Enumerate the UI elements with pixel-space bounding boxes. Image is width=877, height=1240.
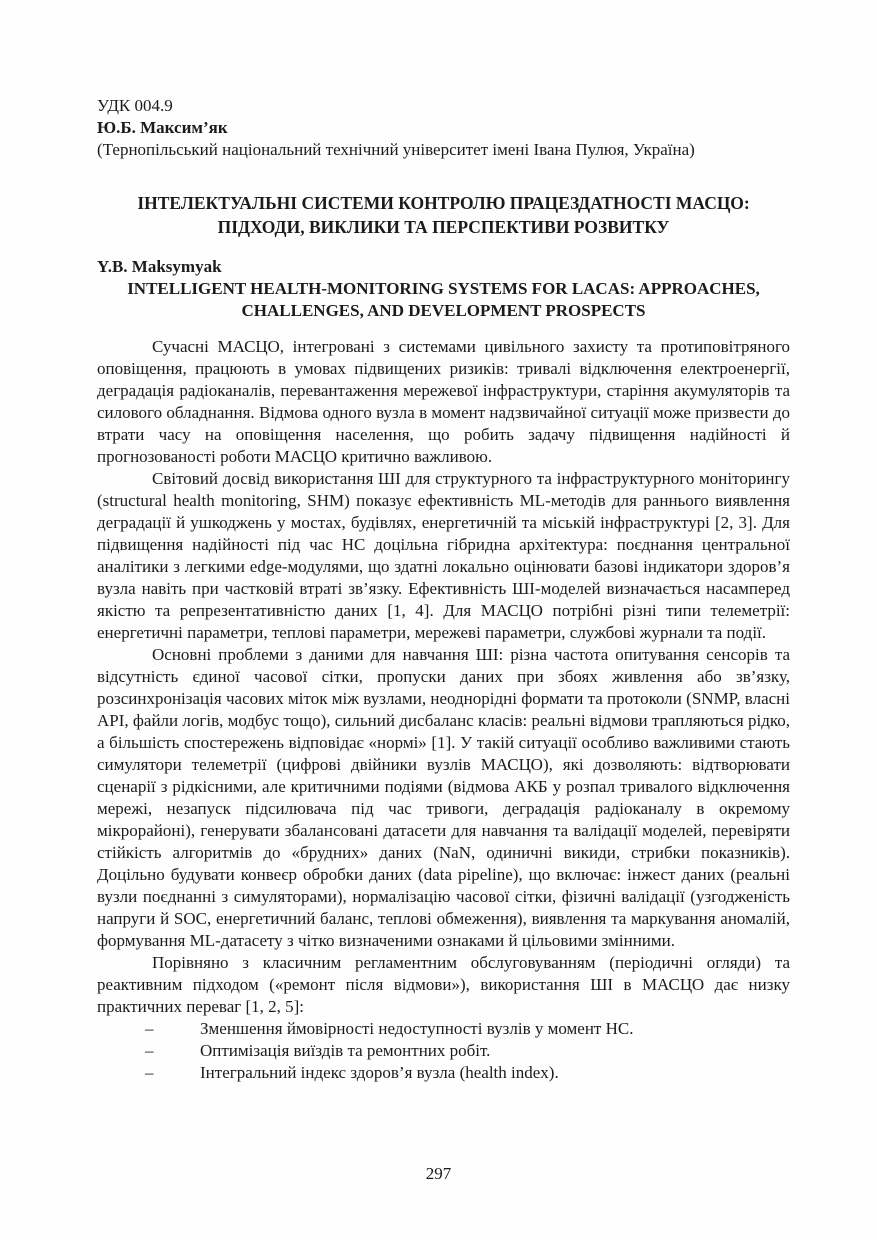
list-item-text: Зменшення ймовірності недоступності вузлів у момент НС.	[200, 1019, 634, 1038]
list-dash: –	[145, 1041, 154, 1060]
body-paragraph-4: Порівняно з класичним регламентним обслуговуванням (періодичні огляди) та реактивним підходом («ремонт після відмови»), використання ШІ в МАСЦО дає низку практичних переваг [1, 2, 5]:	[97, 953, 790, 1016]
paper-title-en: INTELLIGENT HEALTH-MONITORING SYSTEMS FOR LACAS: APPROACHES, CHALLENGES, AND DEVELOPMENT PROSPECTS	[127, 279, 760, 320]
body-paragraph-3: Основні проблеми з даними для навчання ШІ: різна частота опитування сенсорів та відсутність єдиної часової сітки, пропуски даних при збоях живлення або зв’язку, розсинхронізація часових міток між вузлами, неоднорідні формати та протоколи (SNMP, власні API, файли логів, модбус тощо), сильний дисбаланс класів: реальні відмови трапляються рідко, а більшість спостережень відповідає «нормі» [1]. У такій ситуації особливо важливими стають симулятори телеметрії (цифрові двійники вузлів МАСЦО), які дозволяють: відтворювати сценарії з рідкісними, але критичними подіями (відмова АКБ у розпал тривалого відключення мережі, незапуск підсилювача під час тривоги, деградація радіоканалу в окремому мікрорайоні), генерувати збалансовані датасети для навчання та валідації моделей, перевіряти стійкість алгоритмів до «брудних» даних (NaN, одиничні викиди, стрибки показників). Доцільно будувати конвеєр обробки даних (data pipeline), що включає: інжест даних (реальні вузли поєднанні з симуляторами), нормалізацію часової сітки, фізичні валідації (узгодженість напруги й SOC, енергетичний баланс, теплові обмеження), виявлення та маркування аномалій, формування ML-датасету з чітко визначеними ознаками й цільовими змінними.	[97, 645, 790, 950]
list-item-text: Інтегральний індекс здоров’я вузла (health index).	[200, 1063, 559, 1082]
page-number: 297	[425, 1164, 452, 1183]
list-dash: –	[145, 1063, 154, 1082]
body-paragraph-1: Сучасні МАСЦО, інтегровані з системами цивільного захисту та протиповітряного оповіщення, працюють в умовах підвищених ризиків: тривалі відключення електроенергії, деградація радіоканалів, перевантаження мережевої інфраструктури, старіння акумуляторів та силового обладнання. Відмова одного вузла в момент надзвичайної ситуації може призвести до втрати часу на оповіщення населення, що робить задачу підвищення надійності й прогнозованості роботи МАСЦО критично важливою.	[97, 337, 790, 466]
udc-number: УДК 004.9	[97, 96, 173, 115]
list-item-text: Оптимізація виїздів та ремонтних робіт.	[200, 1041, 491, 1060]
list-item	[97, 1018, 790, 1040]
list-item	[97, 1062, 790, 1084]
list-item	[97, 1040, 790, 1062]
body-paragraph-2: Світовий досвід використання ШІ для структурного та інфраструктурного моніторингу (structural health monitoring, SHM) показує ефективність ML-методів для раннього виявлення деградації й ушкоджень у мостах, будівлях, енергетичній та міській інфраструктурі [2, 3]. Для підвищення надійності під час НС доцільна гібридна архітектура: поєднання центральної аналітики з легкими edge-модулями, що здатні локально оцінювати базові індикатори здоров’я вузла навіть при частковій втраті зв’язку. Ефективність ШІ-моделей визначається насамперед якістю та репрезентативністю даних [1, 4]. Для МАСЦО потрібні різні типи телеметрії: енергетичні параметри, теплові параметри, мережеві параметри, службові журнали та події.	[97, 469, 790, 642]
author-name-uk: Ю.Б. Максим’як	[97, 118, 228, 137]
paper-title-uk: ІНТЕЛЕКТУАЛЬНІ СИСТЕМИ КОНТРОЛЮ ПРАЦЕЗДАТНОСТІ МАСЦО: ПІДХОДИ, ВИКЛИКИ ТА ПЕРСПЕКТИВИ РОЗВИТКУ	[137, 193, 750, 237]
author-name-en: Y.B. Maksymyak	[97, 257, 222, 276]
list-dash: –	[145, 1019, 154, 1038]
affiliation: (Тернопільський національний технічний університет імені Івана Пулюя, Україна)	[97, 140, 695, 159]
